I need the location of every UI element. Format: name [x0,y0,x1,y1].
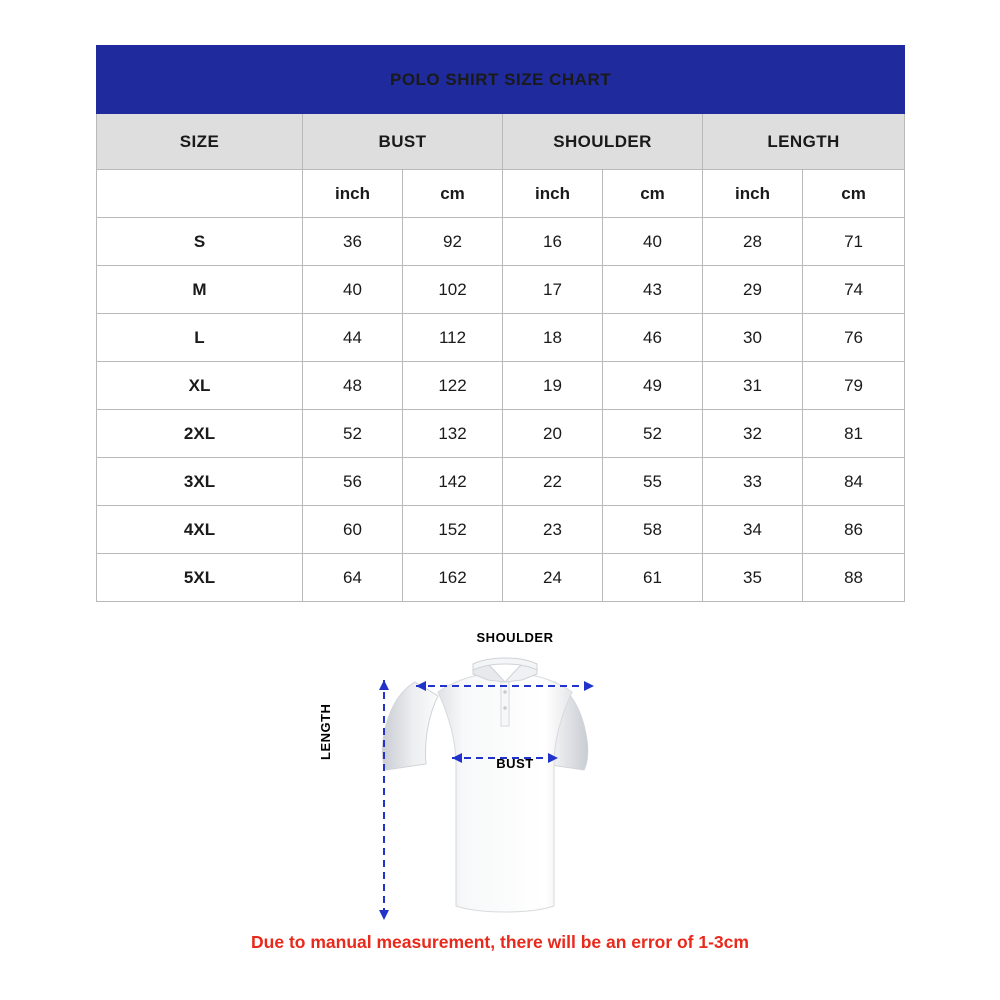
unit-header-shoulder-inch: inch [503,170,603,218]
cell-size: XL [97,362,303,410]
cell-length-cm: 76 [803,314,905,362]
cell-size: 2XL [97,410,303,458]
cell-shoulder-inch: 17 [503,266,603,314]
cell-shoulder-cm: 58 [603,506,703,554]
cell-shoulder-cm: 40 [603,218,703,266]
column-header-size: SIZE [97,114,303,170]
cell-length-cm: 74 [803,266,905,314]
cell-size: S [97,218,303,266]
cell-bust-inch: 36 [303,218,403,266]
table-row [97,266,905,314]
polo-shirt-illustration [340,630,670,930]
cell-length-inch: 29 [703,266,803,314]
cell-length-inch: 35 [703,554,803,602]
unit-header-length-inch: inch [703,170,803,218]
table-row [97,410,905,458]
cell-size: 5XL [97,554,303,602]
cell-length-inch: 31 [703,362,803,410]
table-row [97,506,905,554]
cell-size: M [97,266,303,314]
page-title: POLO SHIRT SIZE CHART [97,46,905,114]
cell-shoulder-inch: 18 [503,314,603,362]
cell-shoulder-inch: 23 [503,506,603,554]
unit-header-bust-cm: cm [403,170,503,218]
cell-bust-cm: 102 [403,266,503,314]
column-header-shoulder: SHOULDER [503,114,703,170]
measurement-diagram [318,630,670,930]
cell-length-inch: 32 [703,410,803,458]
table-row [97,554,905,602]
cell-length-inch: 30 [703,314,803,362]
cell-bust-inch: 64 [303,554,403,602]
cell-bust-cm: 122 [403,362,503,410]
table-row [97,218,905,266]
label-bust: BUST [496,756,534,771]
column-header-bust: BUST [303,114,503,170]
cell-shoulder-cm: 46 [603,314,703,362]
table-row [97,314,905,362]
size-chart-table-wrapper [96,45,904,602]
cell-bust-inch: 60 [303,506,403,554]
cell-bust-cm: 92 [403,218,503,266]
cell-bust-cm: 162 [403,554,503,602]
cell-length-inch: 28 [703,218,803,266]
unit-header-length-cm: cm [803,170,905,218]
cell-shoulder-inch: 24 [503,554,603,602]
cell-shoulder-cm: 49 [603,362,703,410]
cell-bust-cm: 112 [403,314,503,362]
cell-bust-inch: 44 [303,314,403,362]
cell-bust-inch: 52 [303,410,403,458]
cell-bust-inch: 48 [303,362,403,410]
table-row [97,458,905,506]
cell-shoulder-cm: 61 [603,554,703,602]
size-chart-table [96,45,905,602]
cell-size: L [97,314,303,362]
cell-length-cm: 71 [803,218,905,266]
unit-header-blank [97,170,303,218]
cell-shoulder-inch: 20 [503,410,603,458]
cell-shoulder-inch: 19 [503,362,603,410]
cell-bust-inch: 56 [303,458,403,506]
label-length: LENGTH [318,703,333,760]
table-row [97,362,905,410]
cell-length-cm: 88 [803,554,905,602]
cell-shoulder-inch: 16 [503,218,603,266]
label-shoulder: SHOULDER [476,630,554,645]
cell-shoulder-inch: 22 [503,458,603,506]
table-group-header-row [97,114,905,170]
unit-header-bust-inch: inch [303,170,403,218]
cell-length-cm: 79 [803,362,905,410]
cell-bust-cm: 142 [403,458,503,506]
cell-length-cm: 84 [803,458,905,506]
cell-length-cm: 81 [803,410,905,458]
cell-length-inch: 33 [703,458,803,506]
cell-shoulder-cm: 52 [603,410,703,458]
cell-bust-inch: 40 [303,266,403,314]
table-title-row [97,46,905,114]
cell-shoulder-cm: 55 [603,458,703,506]
cell-bust-cm: 152 [403,506,503,554]
cell-size: 4XL [97,506,303,554]
cell-length-cm: 86 [803,506,905,554]
measurement-note: Due to manual measurement, there will be an error of 1-3cm [251,932,749,952]
unit-header-shoulder-cm: cm [603,170,703,218]
table-unit-header-row [97,170,905,218]
cell-size: 3XL [97,458,303,506]
column-header-length: LENGTH [703,114,905,170]
cell-length-inch: 34 [703,506,803,554]
cell-shoulder-cm: 43 [603,266,703,314]
cell-bust-cm: 132 [403,410,503,458]
